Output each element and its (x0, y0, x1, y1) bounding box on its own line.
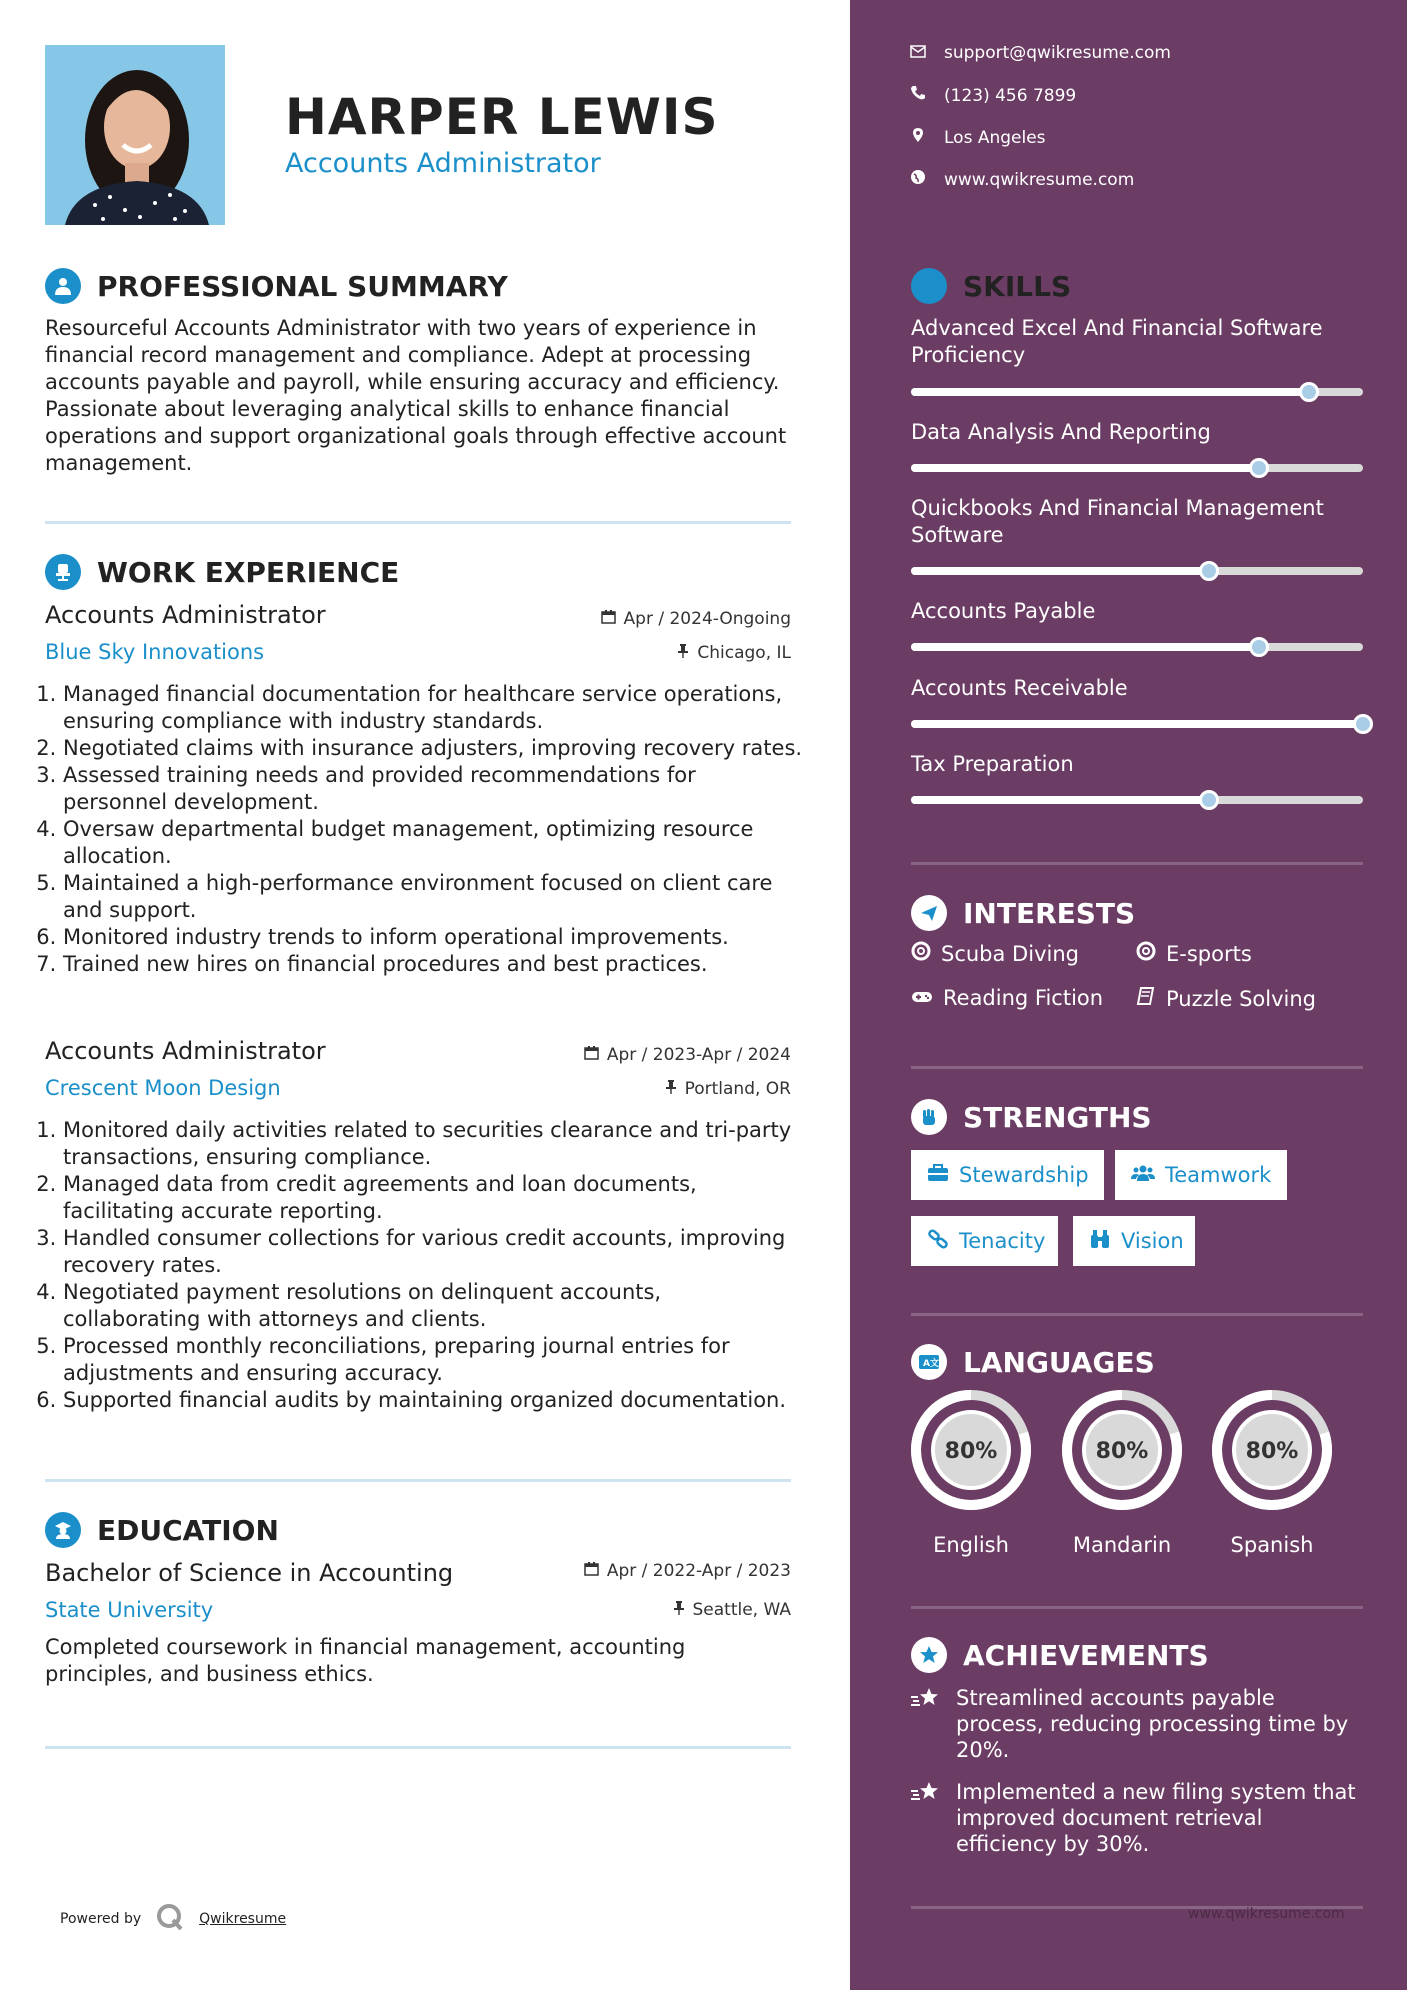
life-ring-icon (1136, 941, 1156, 966)
list-item: 4. Oversaw departmental budget management, optimizing resource allocation. (63, 816, 805, 870)
gamepad-icon (911, 986, 933, 1010)
envelope-icon (910, 43, 926, 63)
skill-bar (911, 464, 1363, 472)
skill-fill (911, 796, 1209, 804)
language-name: English (933, 1533, 1009, 1557)
book-icon (1136, 986, 1156, 1011)
strengths-heading (911, 1099, 1152, 1135)
skill-knob (1353, 714, 1373, 734)
languages-heading (911, 1344, 1155, 1380)
skill-bar (911, 796, 1363, 804)
pin-icon (673, 1600, 685, 1620)
skill-knob (1249, 637, 1269, 657)
location-text: Los Angeles (944, 127, 1046, 148)
shooting-star-icon (910, 1779, 942, 1857)
binoculars-icon (1089, 1229, 1111, 1254)
location-text: Portland, OR (684, 1079, 791, 1099)
skill-name: Accounts Receivable (911, 676, 1128, 700)
job-title: Accounts Administrator (45, 1037, 326, 1065)
interest-label: Puzzle Solving (1166, 986, 1316, 1011)
skill-name: Tax Preparation (911, 752, 1074, 776)
calendar-icon (601, 609, 616, 629)
company-name: Crescent Moon Design (45, 1076, 281, 1100)
list-item: 1. Managed financial documentation for healthcare service operations, ensuring compliance with industry standards. (63, 681, 805, 735)
skills-title: SKILLS (963, 269, 1072, 303)
list-item: 5. Processed monthly reconciliations, preparing journal entries for adjustments and ensuring accuracy. (63, 1333, 805, 1387)
divider (45, 1746, 791, 1749)
job-location (500, 1079, 791, 1099)
list-item: 5. Maintained a high-performance environment focused on client care and support. (63, 870, 805, 924)
location-text: Seattle, WA (692, 1600, 791, 1620)
list-item: 7. Trained new hires on financial procedures and best practices. (63, 951, 805, 978)
divider (911, 1606, 1363, 1609)
divider (45, 521, 791, 524)
achievements-title: ACHIEVEMENTS (963, 1638, 1209, 1672)
user-icon (45, 268, 81, 304)
phone-text: (123) 456 7899 (944, 85, 1077, 106)
interest-item (1136, 941, 1252, 966)
profile-photo (45, 45, 225, 225)
strength-label: Stewardship (959, 1163, 1089, 1187)
languages-title: LANGUAGES (963, 1345, 1155, 1379)
briefcase-icon (927, 1163, 949, 1187)
language-icon (911, 1344, 947, 1380)
contact-website[interactable] (910, 169, 1134, 190)
company-name: Blue Sky Innovations (45, 640, 265, 664)
degree-title: Bachelor of Science in Accounting (45, 1559, 454, 1587)
strength-label: Vision (1121, 1229, 1184, 1253)
link-icon (927, 1229, 949, 1254)
skill-name: Advanced Excel And Financial Software Proficiency (911, 316, 1323, 367)
language-name: Mandarin (1072, 1533, 1172, 1557)
website-text: www.qwikresume.com (944, 169, 1135, 190)
job-dates (500, 1045, 791, 1065)
skill-fill (911, 643, 1259, 651)
pin-icon (665, 1079, 677, 1099)
dates-text: Apr / 2023-Apr / 2024 (606, 1045, 791, 1065)
strength-badge (1073, 1216, 1195, 1266)
summary-text: Resourceful Accounts Administrator with two years of experience in financial record management and compliance. Adept at processing accounts payable and payroll, while ensuring accuracy and efficiency. Passionate about leveraging analytical skills to enhance financial operations and support organizational goals through effective account management. (45, 316, 787, 475)
language-percent: 80% (944, 1439, 998, 1464)
divider (911, 862, 1363, 865)
interest-label: Reading Fiction (943, 986, 1104, 1010)
skill-knob (1249, 458, 1269, 478)
achievement-text: Implemented a new filing system that improved document retrieval efficiency by 30%. (956, 1780, 1356, 1856)
experience-title: WORK EXPERIENCE (97, 555, 400, 589)
footer-website[interactable]: www.qwikresume.com (1188, 1906, 1345, 1922)
globe-icon (910, 169, 926, 190)
location-text: Chicago, IL (697, 643, 791, 663)
map-marker-icon (910, 127, 926, 148)
star-badge-icon (911, 1637, 947, 1673)
language-item (1061, 1389, 1183, 1557)
skill-bar (911, 643, 1363, 651)
contact-location (910, 127, 1046, 148)
list-item: 6. Monitored industry trends to inform operational improvements. (63, 924, 805, 951)
skill-fill (911, 464, 1259, 472)
divider (911, 1313, 1363, 1316)
language-ring (1211, 1389, 1333, 1511)
svg-text:A: A (923, 1359, 930, 1369)
list-item: 3. Handled consumer collections for various credit accounts, improving recovery rates. (63, 1225, 805, 1279)
candidate-name: HARPER LEWIS (285, 88, 719, 146)
job-dates (500, 609, 791, 629)
job-title: Accounts Administrator (45, 601, 326, 629)
list-item: 6. Supported financial audits by maintaining organized documentation. (63, 1387, 805, 1414)
skill-bar (911, 720, 1363, 728)
candidate-role: Accounts Administrator (285, 148, 601, 179)
lightbulb-icon (911, 268, 947, 304)
dates-text: Apr / 2024-Ongoing (623, 609, 791, 629)
list-item: 1. Monitored daily activities related to securities clearance and tri-party transactions, ensuring compliance. (63, 1117, 805, 1171)
strength-badge (1115, 1150, 1287, 1200)
achievement-item (910, 1779, 1360, 1857)
dates-text: Apr / 2022-Apr / 2023 (606, 1561, 791, 1581)
achievement-text: Streamlined accounts payable process, reducing processing time by 20%. (956, 1686, 1349, 1762)
shooting-star-icon (910, 1685, 942, 1763)
school-name: State University (45, 1598, 214, 1622)
interest-item (911, 941, 1079, 966)
briefcase-chair-icon (45, 554, 81, 590)
skills-heading (911, 268, 1071, 304)
calendar-icon (584, 1561, 599, 1581)
skill-fill (911, 567, 1209, 575)
language-ring (910, 1389, 1032, 1511)
skill-name: Quickbooks And Financial Management Software (911, 496, 1324, 547)
job-duties (45, 681, 805, 978)
contact-phone[interactable] (910, 85, 1076, 106)
fist-icon (911, 1099, 947, 1135)
education-heading (45, 1512, 279, 1548)
divider (45, 1479, 791, 1482)
skill-knob (1299, 382, 1319, 402)
interest-item (1136, 986, 1316, 1011)
qwikresume-logo-icon (155, 1902, 185, 1936)
job-location (500, 643, 791, 663)
list-item: 2. Managed data from credit agreements and loan documents, facilitating accurate reporting. (63, 1171, 805, 1225)
education-title: EDUCATION (97, 1513, 279, 1547)
interests-title: INTERESTS (963, 896, 1136, 930)
summary-title: PROFESSIONAL SUMMARY (97, 269, 508, 303)
strength-label: Teamwork (1165, 1163, 1272, 1187)
life-ring-icon (911, 941, 931, 966)
list-item: 4. Negotiated payment resolutions on delinquent accounts, collaborating with attorneys and clients. (63, 1279, 805, 1333)
qwikresume-link[interactable]: Qwikresume (199, 1911, 287, 1927)
skill-bar (911, 388, 1363, 396)
pin-icon (677, 643, 689, 663)
skill-name: Data Analysis And Reporting (911, 420, 1211, 444)
interest-label: Scuba Diving (941, 941, 1079, 966)
education-dates (500, 1561, 791, 1581)
language-ring (1061, 1389, 1183, 1511)
language-percent: 80% (1095, 1439, 1149, 1464)
experience-heading (45, 554, 399, 590)
skill-name: Accounts Payable (911, 599, 1096, 623)
contact-email[interactable] (910, 43, 1171, 63)
interest-item (911, 986, 1103, 1010)
achievement-item (910, 1685, 1360, 1763)
language-name: Spanish (1230, 1533, 1314, 1557)
strength-label: Tenacity (959, 1229, 1046, 1253)
list-item: 3. Assessed training needs and provided recommendations for personnel development. (63, 762, 805, 816)
strength-badge (911, 1150, 1104, 1200)
education-location (500, 1600, 791, 1620)
calendar-icon (584, 1045, 599, 1065)
users-icon (1131, 1163, 1155, 1187)
paper-plane-icon (911, 895, 947, 931)
svg-text:文: 文 (930, 1359, 940, 1369)
powered-by (60, 1902, 286, 1936)
achievements-heading (911, 1637, 1209, 1673)
language-item (910, 1389, 1032, 1557)
strengths-title: STRENGTHS (963, 1100, 1152, 1134)
summary-heading (45, 268, 508, 304)
graduate-icon (45, 1512, 81, 1548)
education-text: Completed coursework in financial management, accounting principles, and business ethics. (45, 1635, 686, 1686)
interests-heading (911, 895, 1135, 931)
skill-bar (911, 567, 1363, 575)
email-text: support@qwikresume.com (944, 43, 1171, 63)
powered-by-text: Powered by (60, 1911, 142, 1927)
strength-badge (911, 1216, 1058, 1266)
interest-label: E-sports (1166, 941, 1252, 966)
job-duties (45, 1117, 805, 1414)
list-item: 2. Negotiated claims with insurance adjusters, improving recovery rates. (63, 735, 805, 762)
divider (911, 1066, 1363, 1069)
phone-icon (910, 85, 926, 106)
skill-fill (911, 720, 1363, 728)
language-item (1211, 1389, 1333, 1557)
language-percent: 80% (1245, 1439, 1299, 1464)
skill-fill (911, 388, 1309, 396)
